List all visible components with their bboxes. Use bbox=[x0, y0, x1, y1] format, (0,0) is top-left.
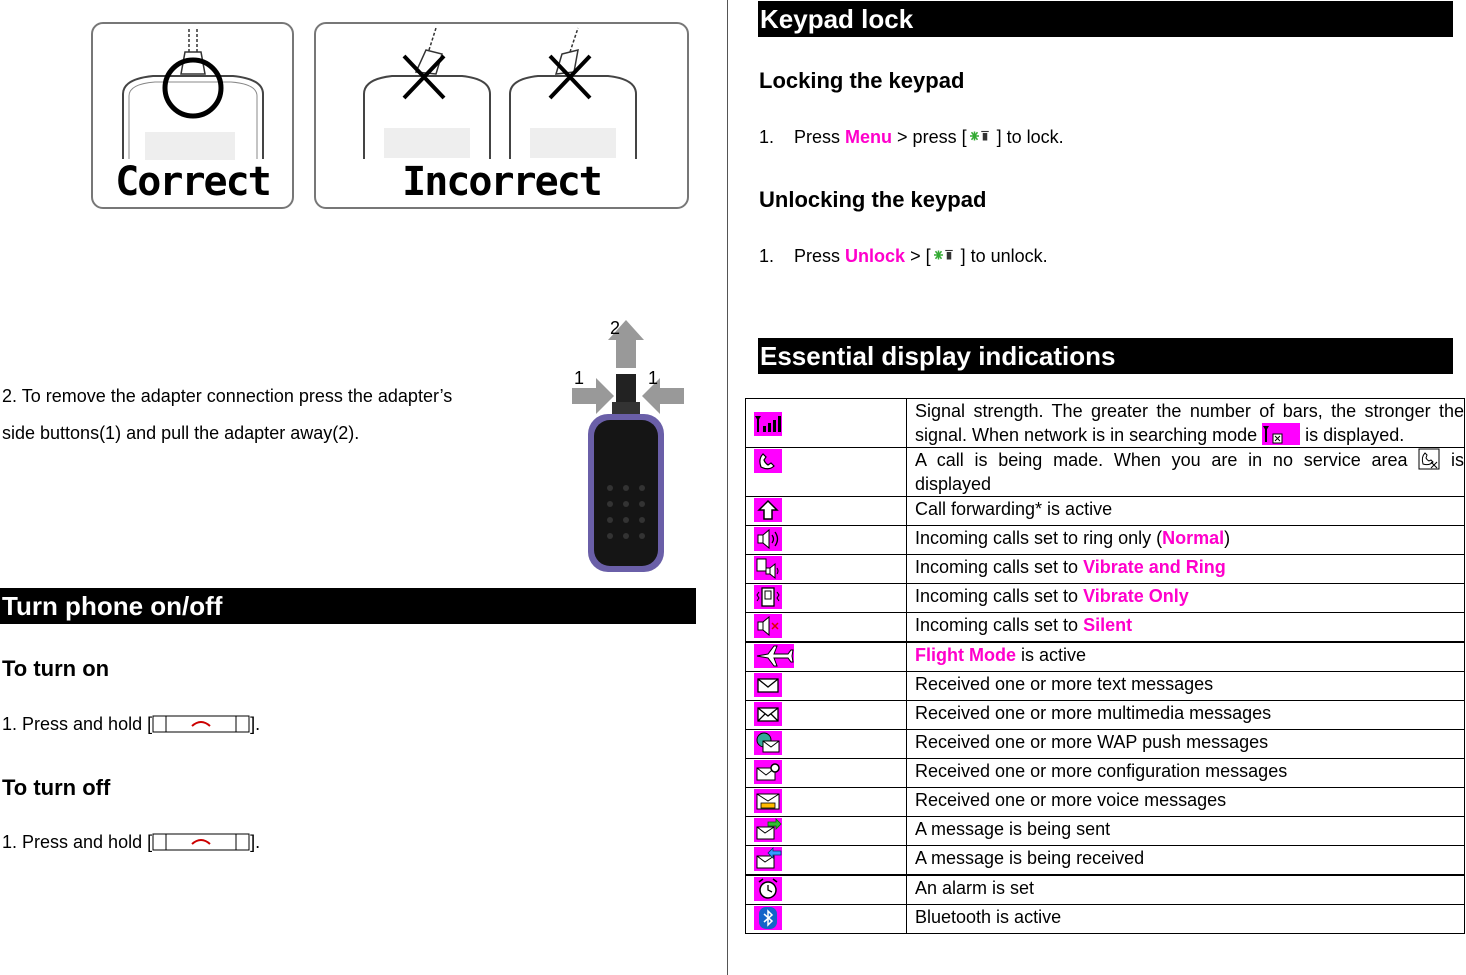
incorrect-label: Incorrect bbox=[402, 159, 601, 205]
press-label-left: 1 bbox=[574, 368, 585, 388]
unlocking-step-press: Press bbox=[794, 246, 846, 266]
vibrate-ring-icon bbox=[754, 556, 782, 580]
pull-label: 2 bbox=[610, 318, 621, 338]
indication-row bbox=[746, 672, 1465, 701]
locking-step-press: Press bbox=[794, 127, 846, 147]
indication-icon-cell bbox=[746, 613, 907, 643]
end-key-icon bbox=[152, 833, 250, 851]
adapter-removal-text: 2. To remove the adapter connection press the adapter’s side buttons(1) and pull the adapter away(2). bbox=[2, 386, 453, 443]
indication-text-end: is displayed bbox=[915, 450, 1465, 494]
indication-icon-cell bbox=[746, 846, 907, 876]
indication-description bbox=[907, 730, 1465, 759]
locking-heading: Locking the keypad bbox=[759, 68, 965, 93]
star-lock-key-icon bbox=[967, 126, 997, 146]
indication-text-end: is active bbox=[1015, 645, 1087, 665]
turn-on-heading: To turn on bbox=[2, 656, 110, 681]
indication-description bbox=[907, 905, 1465, 934]
indication-icon-cell bbox=[746, 584, 907, 613]
unlocking-heading: Unlocking the keypad bbox=[759, 187, 987, 212]
indication-row bbox=[746, 642, 1465, 672]
indication-row bbox=[746, 788, 1465, 817]
indication-row bbox=[746, 730, 1465, 759]
unlock-key-label: Unlock bbox=[845, 246, 906, 266]
indication-description bbox=[907, 642, 1465, 672]
indication-text: A message is being sent bbox=[915, 819, 1111, 839]
indication-icon-cell bbox=[746, 730, 907, 759]
silent-icon bbox=[754, 614, 782, 638]
indication-icon-cell bbox=[746, 759, 907, 788]
indication-row bbox=[746, 399, 1465, 448]
indication-icon-cell bbox=[746, 555, 907, 584]
locking-step bbox=[759, 126, 1064, 148]
indication-text: Incoming calls set to bbox=[915, 615, 1084, 635]
turn-off-step-text: 1. Press and hold [ bbox=[2, 832, 153, 852]
indication-mode-name: Flight Mode bbox=[915, 645, 1016, 665]
column-divider bbox=[727, 0, 728, 975]
indication-description bbox=[907, 399, 1465, 448]
press-label-right: 1 bbox=[648, 368, 659, 388]
turn-off-step bbox=[2, 832, 260, 853]
indication-row bbox=[746, 846, 1465, 876]
indication-text: Incoming calls set to bbox=[915, 557, 1084, 577]
locking-step-end: ] to lock. bbox=[996, 127, 1064, 147]
indication-text: Call forwarding* is active bbox=[915, 499, 1113, 519]
indication-icon-cell bbox=[746, 817, 907, 846]
indication-description bbox=[907, 788, 1465, 817]
config-message-icon bbox=[754, 760, 782, 784]
indication-description bbox=[907, 701, 1465, 730]
indication-icon-cell bbox=[746, 875, 907, 905]
indication-description bbox=[907, 526, 1465, 555]
indication-text: Received one or more text messages bbox=[915, 674, 1214, 694]
indication-mode-name: Silent bbox=[1083, 615, 1133, 635]
indication-description bbox=[907, 846, 1465, 876]
indication-icon-cell bbox=[746, 788, 907, 817]
indication-description bbox=[907, 497, 1465, 526]
indication-text: Received one or more configuration messages bbox=[915, 761, 1288, 781]
indication-description bbox=[907, 613, 1465, 643]
signal-icon bbox=[754, 412, 782, 436]
turn-on-step bbox=[2, 714, 260, 735]
bluetooth-icon bbox=[754, 906, 782, 930]
indication-description bbox=[907, 555, 1465, 584]
indication-icon-cell bbox=[746, 905, 907, 934]
indication-row bbox=[746, 701, 1465, 730]
searching-icon bbox=[1262, 423, 1300, 445]
indication-text: An alarm is set bbox=[915, 878, 1035, 898]
no-service-icon bbox=[1418, 448, 1440, 470]
unlocking-step-mid: > [ bbox=[905, 246, 931, 266]
indication-icon-cell bbox=[746, 526, 907, 555]
end-key-icon bbox=[152, 715, 250, 733]
alarm-icon bbox=[754, 877, 782, 901]
indication-mode-name: Vibrate and Ring bbox=[1083, 557, 1226, 577]
indication-row bbox=[746, 448, 1465, 497]
turn-off-heading: To turn off bbox=[2, 775, 111, 800]
text-message-icon bbox=[754, 673, 782, 697]
menu-key-label: Menu bbox=[845, 127, 893, 147]
indication-icon-cell bbox=[746, 497, 907, 526]
indication-icon-cell bbox=[746, 399, 907, 448]
correct-connection-figure bbox=[91, 22, 294, 209]
display-indications-table bbox=[745, 398, 1465, 934]
indication-row bbox=[746, 613, 1465, 643]
indication-text: Received one or more voice messages bbox=[915, 790, 1227, 810]
call-forward-icon bbox=[754, 498, 782, 522]
wap-push-icon bbox=[754, 731, 782, 755]
indication-description bbox=[907, 584, 1465, 613]
display-indications-section-title: Essential display indications bbox=[758, 338, 1453, 374]
indication-icon-cell bbox=[746, 672, 907, 701]
turn-on-step-end: ]. bbox=[250, 714, 261, 734]
indication-icon-cell bbox=[746, 701, 907, 730]
indication-text: Incoming calls set to ring only ( bbox=[915, 528, 1163, 548]
unlocking-step-end: ] to unlock. bbox=[960, 246, 1048, 266]
indication-row bbox=[746, 584, 1465, 613]
indication-row bbox=[746, 759, 1465, 788]
indication-row bbox=[746, 817, 1465, 846]
flight-icon bbox=[754, 644, 794, 668]
indication-text-end: is displayed. bbox=[1300, 425, 1405, 445]
vibrate-icon bbox=[754, 585, 782, 609]
indication-icon-cell bbox=[746, 448, 907, 497]
indication-text: A call is being made. When you are in no service area bbox=[915, 450, 1419, 470]
indication-row bbox=[746, 555, 1465, 584]
phone-top-illustration bbox=[93, 24, 292, 164]
indication-text: Bluetooth is active bbox=[915, 907, 1062, 927]
turn-on-off-section-title: Turn phone on/off bbox=[0, 588, 696, 624]
locking-step-number: 1. bbox=[759, 127, 775, 147]
incorrect-connection-figure bbox=[314, 22, 689, 209]
sending-icon bbox=[754, 818, 782, 842]
indication-row bbox=[746, 526, 1465, 555]
indication-description bbox=[907, 875, 1465, 905]
indication-icon-cell bbox=[746, 642, 907, 672]
unlocking-step-number: 1. bbox=[759, 246, 775, 266]
indication-text: Incoming calls set to bbox=[915, 586, 1084, 606]
receiving-icon bbox=[754, 847, 782, 871]
correct-label: Correct bbox=[115, 159, 270, 205]
turn-on-step-text: 1. Press and hold [ bbox=[2, 714, 153, 734]
keypad-lock-section-title: Keypad lock bbox=[758, 1, 1453, 37]
phone-top-illustrations bbox=[316, 24, 687, 164]
indication-mode-name: Vibrate Only bbox=[1083, 586, 1189, 606]
indication-description bbox=[907, 817, 1465, 846]
star-lock-key-icon bbox=[931, 245, 961, 265]
indication-text: Signal strength. The greater the number of bars, the stronger the signal. When network is in searching mode bbox=[915, 401, 1464, 445]
locking-step-mid: > press [ bbox=[892, 127, 967, 147]
indication-description bbox=[907, 759, 1465, 788]
indication-text: Received one or more WAP push messages bbox=[915, 732, 1269, 752]
indication-row bbox=[746, 875, 1465, 905]
indication-text-end: ) bbox=[1224, 528, 1231, 548]
unlocking-step bbox=[759, 245, 1048, 267]
voice-message-icon bbox=[754, 789, 782, 813]
indication-description bbox=[907, 672, 1465, 701]
indication-description bbox=[907, 448, 1465, 497]
multimedia-message-icon bbox=[754, 702, 782, 726]
indication-row bbox=[746, 905, 1465, 934]
turn-off-step-end: ]. bbox=[250, 832, 261, 852]
indication-text: A message is being received bbox=[915, 848, 1145, 868]
indication-text: Received one or more multimedia messages bbox=[915, 703, 1272, 723]
ring-icon bbox=[754, 527, 782, 551]
indication-mode-name: Normal bbox=[1162, 528, 1225, 548]
indication-row bbox=[746, 497, 1465, 526]
adapter-removal-figure bbox=[552, 318, 688, 578]
call-icon bbox=[754, 449, 782, 473]
